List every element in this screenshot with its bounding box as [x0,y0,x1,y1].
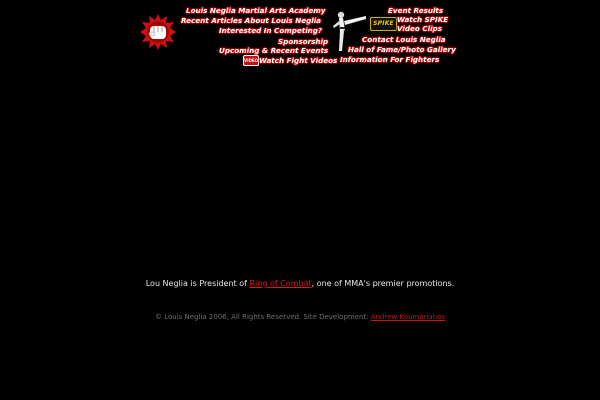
nav-link-upcoming-events[interactable]: Upcoming & Recent Events [219,46,329,55]
nav-link-watch-spike[interactable] [397,16,448,33]
nav-link-info-fighters[interactable]: Information For Fighters [340,55,440,64]
nav-banner [140,4,462,68]
spike-logo-icon: SPIKE [370,17,397,31]
watch-spike-line-1: Watch SPIKE [397,15,449,24]
info-prefix: Lou Neglia is President of [145,279,250,288]
nav-link-watch-fight-videos[interactable]: Watch Fight Videos [259,56,338,65]
info-suffix: , one of MMA's premier promotions. [311,279,455,288]
copyright-footer [0,313,600,321]
nav-link-hall-of-fame[interactable]: Hall of Fame/Photo Gallery [348,45,456,54]
video-badge-icon: VIDEO [243,55,259,66]
ring-of-combat-link[interactable]: Ring of Combat [249,279,312,288]
nav-link-recent-articles[interactable]: Recent Articles About Louis Neglia [181,16,322,25]
president-info-text [0,279,600,288]
copyright-text: © Louis Neglia 2006, All Rights Reserved. Site Development: [154,313,371,321]
watch-spike-line-2: Video Clips [397,23,442,33]
nav-link-contact[interactable]: Contact Louis Neglia [362,35,446,44]
nav-link-martial-arts-academy[interactable]: Louis Neglia Martial Arts Academy [186,6,326,15]
nav-link-interested-competing[interactable]: Interested In Competing? [219,26,323,35]
developer-link[interactable]: Andrew Koumarianos [370,313,445,321]
nav-link-sponsorship[interactable]: Sponsorship [278,37,329,46]
fist-logo-icon[interactable] [140,14,176,50]
nav-link-event-results[interactable]: Event Results [388,6,444,15]
